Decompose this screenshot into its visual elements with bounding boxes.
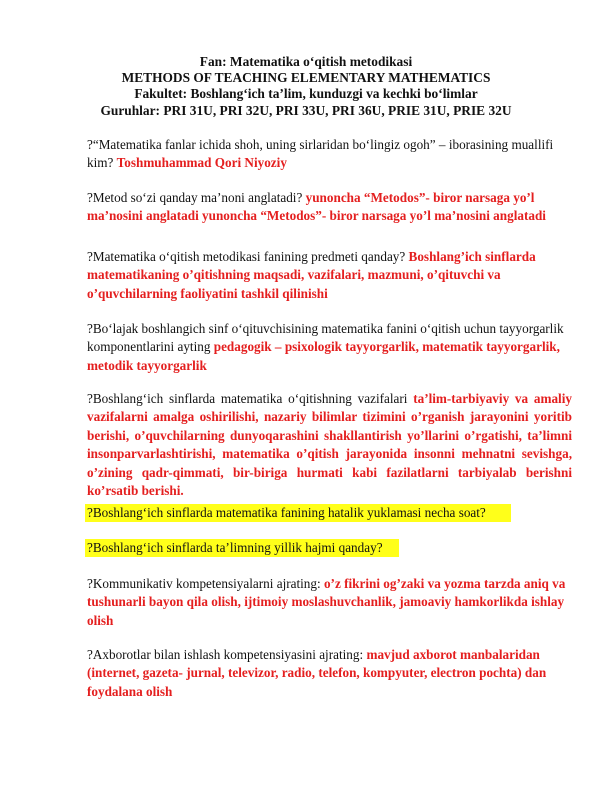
highlighted-question-7 — [85, 539, 399, 557]
groups-line: Guruhlar: PRI 31U, PRI 32U, PRI 33U, PRI 36U, PRIE 31U, PRIE 32U — [100, 102, 512, 118]
question-8 — [87, 575, 572, 630]
question-text: ?Axborotlar bilan ishlash kompetensiyasini ajrating: — [87, 647, 367, 662]
question-text: ?Boshlangʻich sinflarda matematika fanining hatalik yuklamasi necha soat? — [87, 505, 486, 520]
answer-text: Toshmuhammad Qori Niyoziy — [116, 155, 287, 171]
faculty-line: Fakultet: Boshlangʻich taʼlim, kunduzgi va kechki boʻlimlar — [134, 86, 478, 102]
question-3 — [87, 248, 572, 303]
question-4 — [87, 320, 572, 375]
question-9 — [87, 646, 572, 701]
question-text: ?Boshlangʻich sinflarda taʼlimning yillik hajmi qanday? — [87, 540, 383, 555]
document-header — [60, 54, 552, 119]
question-text: ?Boshlangʻich sinflarda matematika oʻqitishning vazifalari — [87, 391, 414, 406]
answer-text: ta’lim-tarbiyaviy va amaliy vazifalarni amalga oshirilishi, nazariy bilimlar tizimini o’rganish jarayonini yoritib berishi, o’quvchilarning dunyoqarashini shakllantirish yo’llarini o’rgatishi, ta’limni insonparvarlashtirishi, matematika o’qitish jarayonida insonni mehnatni sevishga, o’zining qadr-qimmati, bir-biriga hurmati kabi fazilatlarni tarbiyalab berishni ko’rsatib berishi. — [87, 391, 572, 499]
question-text: ?“Matematika fanlar ichida shoh, uning sirlaridan boʻlingiz ogoh” – iborasining muallifi kim? — [87, 137, 554, 171]
question-1 — [87, 136, 572, 173]
subject-title: Fan: Matematika oʻqitish metodikasi — [199, 54, 413, 69]
question-5 — [87, 390, 572, 500]
answer-text: Boshlang’ich sinflarda matematikaning o’qitishning maqsadi, vazifalari, mazmuni, o’qituvchi va o’quvchilarning faoliyatini tashkil qilinishi — [87, 249, 536, 301]
question-text: ?Kommunikativ kompetensiyalarni ajrating: — [87, 576, 324, 591]
answer-text: pedagogik – psixologik tayyorgarlik, matematik tayyorgarlik, metodik tayyorgarlik — [87, 339, 560, 373]
question-text: ?Metod soʻzi qanday maʼnoni anglatadi? — [87, 190, 306, 205]
answer-text: o’z fikrini og’zaki va yozma tarzda aniq va tushunarli bayon qila olish, ijtimoiy moslashuvchanlik, jamoaviy hamkorlikda ishlay olish — [87, 576, 566, 628]
question-text: ?Matematika oʻqitish metodikasi fanining predmeti qanday? — [87, 249, 409, 264]
highlighted-question-6 — [85, 504, 511, 522]
question-2 — [87, 189, 572, 226]
question-text: ?Boʻlajak boshlangich sinf oʻqituvchisining matematika fanini oʻqitish uchun tayyorgarlik komponentlarini ayting — [87, 321, 564, 355]
answer-text: yunoncha “Metodos”- biror narsaga yo’l ma’nosini anglatadi yunoncha “Metodos”- biror narsaga yo’l ma’nosini anglatadi — [87, 190, 546, 224]
answer-text: mavjud axborot manbalaridan (internet, gazeta- jurnal, televizor, radio, telefon, kompyuter, electron pochta) dan foydalana olish — [87, 647, 547, 699]
subject-title-english: METHODS OF TEACHING ELEMENTARY MATHEMATICS — [121, 70, 491, 86]
